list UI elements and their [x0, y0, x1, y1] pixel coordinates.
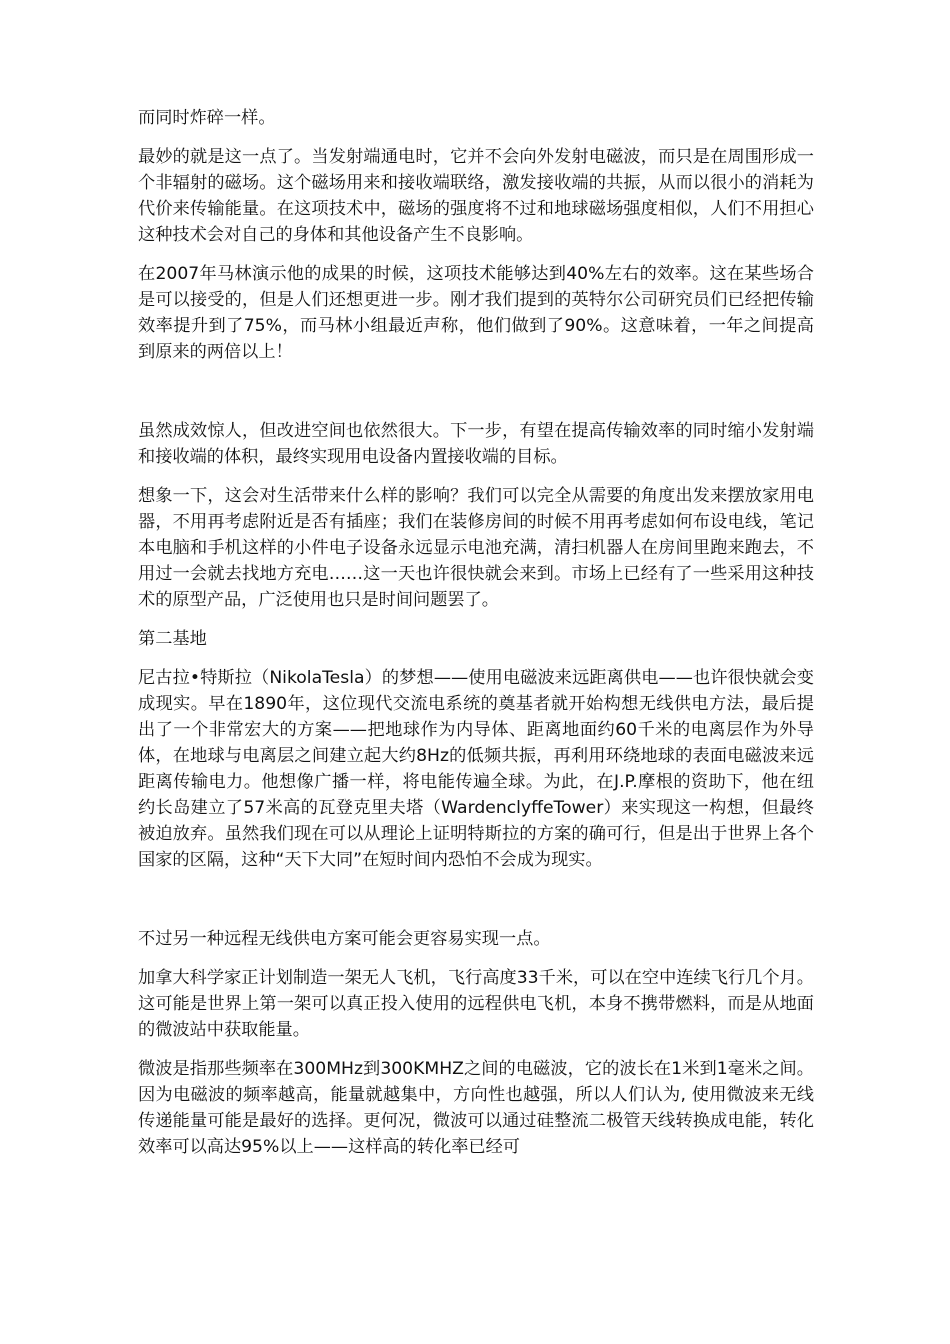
paragraph-8: 加拿大科学家正计划制造一架无人飞机，飞行高度33千米，可以在空中连续飞行几个月。这可能是世界上第一架可以真正投入使用的远程供电飞机，本身不携带燃料，而是从地面的微波站中获取能量。 [138, 968, 814, 1040]
paragraph-2: 最妙的就是这一点了。当发射端通电时，它并不会向外发射电磁波，而只是在周围形成一个非辐射的磁场。这个磁场用来和接收端联络，激发接收端的共振，从而以很小的消耗为代价来传输能量。在这项技术中，磁场的强度将不过和地球磁场强度相似，人们不用担心这种技术会对自己的身体和其他设备产生不良影响。 [138, 147, 814, 245]
paragraph-4: 虽然成效惊人，但改进空间也依然很大。下一步，有望在提高传输效率的同时缩小发射端和接收端的体积，最终实现用电设备内置接收端的目标。 [138, 421, 814, 467]
document-body [138, 105, 814, 1173]
section-heading: 第二基地 [138, 629, 207, 649]
paragraph-1: 而同时炸碎一样。 [138, 108, 276, 128]
paragraph-7: 不过另一种远程无线供电方案可能会更容易实现一点。 [138, 929, 551, 949]
paragraph-5: 想象一下，这会对生活带来什么样的影响？我们可以完全从需要的角度出发来摆放家用电器，不用再考虑附近是否有插座；我们在装修房间的时候不用再考虑如何布设电线，笔记本电脑和手机这样的小件电子设备永远显示电池充满，清扫机器人在房间里跑来跑去，不用过一会就去找地方充电……这一天也许很快就会来到。市场上已经有了一些采用这种技术的原型产品，广泛使用也只是时间问题罢了。 [138, 486, 814, 610]
paragraph-gap [138, 886, 814, 926]
paragraph-3: 在2007年马林演示他的成果的时候，这项技术能够达到40%左右的效率。这在某些场合是可以接受的，但是人们还想更进一步。刚才我们提到的英特尔公司研究员们已经把传输效率提升到了75%，而马林小组最近声称，他们做到了90%。这意味着，一年之间提高到原来的两倍以上！ [138, 264, 814, 362]
paragraph-gap [138, 378, 814, 418]
paragraph-6: 尼古拉•特斯拉（NikolaTesla）的梦想——使用电磁波来远距离供电——也许很快就会变成现实。早在1890年，这位现代交流电系统的奠基者就开始构想无线供电方法，最后提出了一个非常宏大的方案——把地球作为内导体、距离地面约60千米的电离层作为外导体，在地球与电离层之间建立起大约8Hz的低频共振，再利用环绕地球的表面电磁波来远距离传输电力。他想像广播一样，将电能传遍全球。为此，在J.P.摩根的资助下，他在纽约长岛建立了57米高的瓦登克里夫塔（WardenclyffeTower）来实现这一构想，但最终被迫放弃。虽然我们现在可以从理论上证明特斯拉的方案的确可行，但是出于世界上各个国家的区隔，这种“天下大同”在短时间内恐怕不会成为现实。 [138, 668, 814, 870]
paragraph-9: 微波是指那些频率在300MHz到300KMHZ之间的电磁波，它的波长在1米到1毫米之间。因为电磁波的频率越高，能量就越集中，方向性也越强，所以人们认为, 使用微波来无线传递能量可能是最好的选择。更何况，微波可以通过硅整流二极管天线转换成电能，转化效率可以高达95%以上——这样高的转化率已经可 [138, 1059, 814, 1157]
